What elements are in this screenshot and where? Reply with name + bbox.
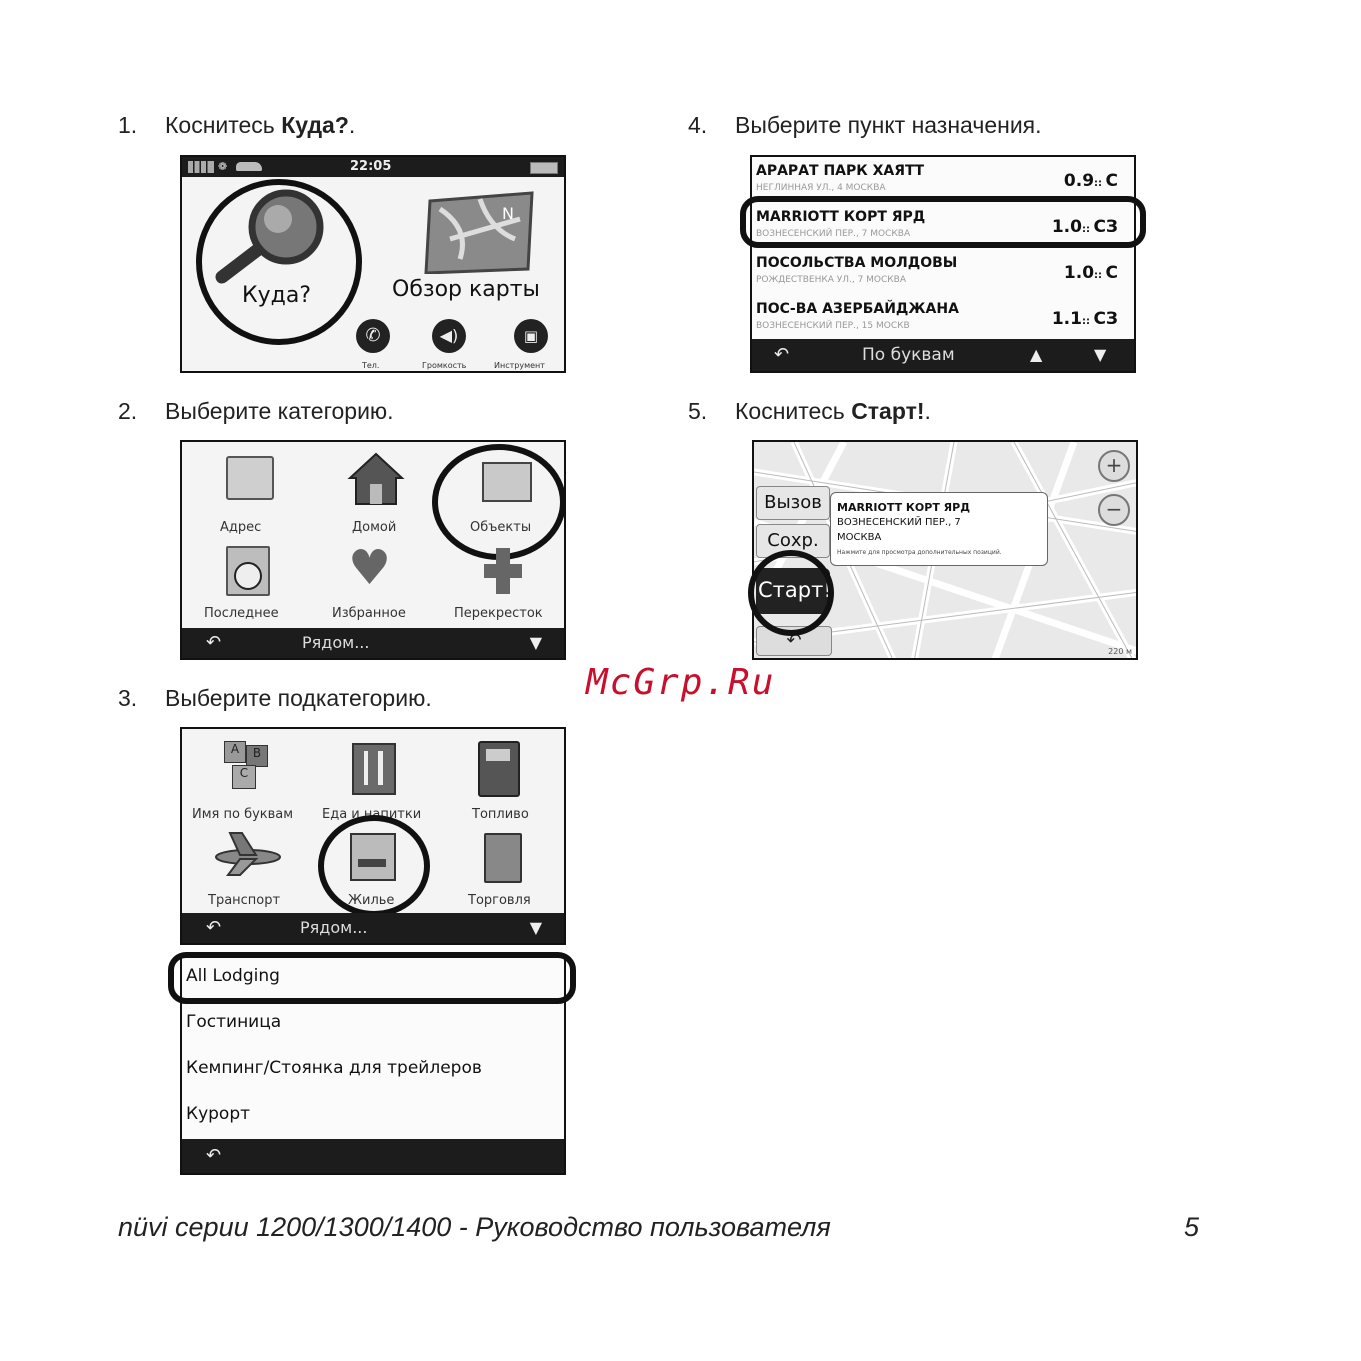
- airplane-icon: [212, 829, 282, 879]
- category-intersection[interactable]: [446, 542, 562, 626]
- place-city: МОСКВА: [837, 532, 882, 543]
- category-label: Адрес: [220, 520, 262, 535]
- scroll-down-icon[interactable]: ▼: [529, 918, 542, 937]
- phone-icon: ✆: [356, 319, 390, 353]
- step-number: 5.: [688, 398, 708, 424]
- list-item[interactable]: All Lodging: [182, 955, 564, 1002]
- category-label: Избранное: [332, 606, 406, 621]
- result-row[interactable]: [752, 249, 1134, 296]
- zoom-out-button[interactable]: −: [1098, 494, 1130, 526]
- fuel-pump-icon: [478, 741, 520, 797]
- phone-label: Тел.: [362, 361, 380, 370]
- back-button[interactable]: ↶: [756, 626, 832, 656]
- step-text: Выберите подкатегорию.: [165, 685, 432, 711]
- envelope-icon: [226, 456, 274, 500]
- phone-button[interactable]: [352, 317, 396, 373]
- bottom-bar: [752, 339, 1134, 371]
- near-button[interactable]: Рядом...: [300, 918, 368, 937]
- category-recent[interactable]: [196, 542, 296, 626]
- result-address: РОЖДЕСТВЕНКА УЛ., 7 МОСКВА: [756, 275, 907, 285]
- back-icon[interactable]: ↶: [206, 1145, 222, 1166]
- place-info-balloon[interactable]: [830, 492, 1048, 566]
- clock-folder-icon: [226, 546, 270, 596]
- result-address: ВОЗНЕСЕНСКИЙ ПЕР., 7 МОСКВА: [756, 229, 911, 239]
- scroll-down-icon[interactable]: ▼: [1094, 345, 1107, 364]
- place-address: ВОЗНЕСЕНСКИЙ ПЕР., 7: [837, 517, 961, 528]
- result-address: ВОЗНЕСЕНСКИЙ ПЕР., 15 МОСКВ: [756, 321, 910, 331]
- fork-knife-icon: [352, 743, 396, 795]
- result-distance: 1.0:: С: [1063, 263, 1118, 283]
- category-label: Домой: [352, 520, 397, 535]
- go-label: Старт!: [758, 578, 832, 602]
- step-text: Выберите пункт назначения.: [735, 112, 1042, 138]
- highlight-outline: [740, 196, 1146, 248]
- screen-categories: [180, 440, 566, 660]
- place-name: MARRIOTT КОРТ ЯРД: [837, 501, 970, 514]
- view-map-label: Обзор карты: [392, 277, 540, 302]
- step-number: 3.: [118, 685, 138, 711]
- category-favorites[interactable]: [322, 542, 422, 626]
- subcategory-spell-name[interactable]: [186, 737, 306, 825]
- tools-label: Инструмент: [494, 361, 545, 370]
- house-icon: [346, 450, 406, 506]
- near-button[interactable]: Рядом...: [302, 633, 370, 652]
- heart-icon: ♥: [348, 540, 392, 596]
- highlight-circle: [196, 179, 362, 345]
- step-number: 4.: [688, 112, 708, 138]
- highlight-circle: [318, 815, 430, 917]
- where-to-label: Куда?: [242, 283, 312, 308]
- subcategory-transport[interactable]: [186, 829, 306, 913]
- back-icon[interactable]: ↶: [206, 632, 222, 653]
- volume-button[interactable]: [418, 317, 482, 373]
- zoom-in-button[interactable]: +: [1098, 450, 1130, 482]
- result-distance: 0.9:: С: [1063, 171, 1118, 191]
- subcategory-food-drink[interactable]: [314, 737, 434, 825]
- subcategory-fuel[interactable]: [444, 737, 564, 825]
- place-hint: Нажмите для просмотра дополнительных позиций.: [837, 549, 1002, 556]
- page-number: 5: [1184, 1212, 1200, 1242]
- status-bar: [182, 157, 564, 177]
- save-button[interactable]: Сохр.: [756, 524, 830, 558]
- subcategory-shopping[interactable]: [444, 829, 564, 913]
- list-item[interactable]: Гостиница: [182, 1001, 564, 1048]
- subcategory-label: Торговля: [468, 893, 531, 908]
- view-map-button[interactable]: [392, 189, 562, 309]
- watermark: McGrp.Ru: [586, 662, 776, 703]
- volume-label: Громкость: [422, 361, 467, 370]
- result-distance: 1.1:: СЗ: [1051, 309, 1118, 329]
- result-name: MARRIOTT КОРТ ЯРД: [756, 209, 926, 225]
- bottom-bar: [182, 913, 564, 943]
- tools-button[interactable]: [492, 317, 566, 373]
- bottom-bar: [182, 1139, 564, 1173]
- volume-icon: ◀): [432, 319, 466, 353]
- toolbox-icon: ▣: [514, 319, 548, 353]
- highlight-outline: [168, 952, 576, 1004]
- subcategory-label: Имя по буквам: [192, 807, 294, 822]
- signal-icon: [188, 161, 214, 173]
- result-name: АРАРАТ ПАРК ХАЯТТ: [756, 163, 925, 179]
- step-number: 2.: [118, 398, 138, 424]
- step-text: Коснитесь: [165, 112, 282, 138]
- step-text: Коснитесь: [735, 398, 852, 424]
- result-distance: 1.0:: СЗ: [1051, 217, 1118, 237]
- map-scale: 220 м: [1108, 647, 1132, 656]
- list-item[interactable]: Кемпинг/Стоянка для трейлеров: [182, 1047, 564, 1094]
- screen-main-menu: [180, 155, 566, 373]
- highlight-circle: [748, 550, 834, 636]
- category-label: Объекты: [470, 520, 532, 535]
- map-icon: [420, 189, 540, 274]
- category-home[interactable]: [322, 450, 422, 538]
- vehicle-icon: [236, 162, 262, 171]
- result-name: ПОСОЛЬСТВА МОЛДОВЫ: [756, 255, 958, 271]
- subcategory-label: Еда и напитки: [322, 807, 422, 822]
- result-address: НЕГЛИННАЯ УЛ., 4 МОСКВА: [756, 183, 886, 193]
- step-keyword: Куда?: [281, 112, 349, 138]
- intersection-icon: [484, 548, 522, 594]
- call-button[interactable]: Вызов: [756, 486, 830, 520]
- category-label: Последнее: [204, 606, 279, 621]
- result-name: ПОС-ВА АЗЕРБАЙДЖАНА: [756, 301, 959, 317]
- result-row[interactable]: [752, 295, 1134, 342]
- battery-icon: [530, 162, 558, 174]
- svg-text:N: N: [502, 204, 514, 223]
- step-text: Выберите категорию.: [165, 398, 394, 424]
- bluetooth-icon: ❁: [218, 160, 228, 173]
- scroll-up-icon[interactable]: ▲: [1030, 345, 1043, 364]
- step-keyword: Старт!: [851, 398, 925, 424]
- back-icon[interactable]: ↶: [774, 344, 790, 365]
- subcategory-label: Жилье: [348, 893, 395, 908]
- shopping-bag-icon: [484, 833, 522, 883]
- category-address[interactable]: [196, 450, 296, 538]
- footer-title: nüvi серии 1200/1300/1400 - Руководство пользователя: [118, 1212, 831, 1242]
- subcategory-label: Топливо: [472, 807, 529, 822]
- screen-destinations: [750, 155, 1136, 373]
- list-item[interactable]: Курорт: [182, 1093, 564, 1140]
- category-label: Перекресток: [454, 606, 543, 621]
- subcategory-label: Транспорт: [208, 893, 281, 908]
- back-icon[interactable]: ↶: [206, 917, 222, 938]
- screen-subcategories: [180, 727, 566, 945]
- letter-blocks-icon: A B C: [224, 741, 268, 789]
- spell-button[interactable]: По буквам: [862, 345, 955, 365]
- scroll-down-icon[interactable]: ▼: [529, 633, 542, 652]
- step-number: 1.: [118, 112, 138, 138]
- bottom-bar: [182, 628, 564, 658]
- clock: 22:05: [350, 159, 392, 174]
